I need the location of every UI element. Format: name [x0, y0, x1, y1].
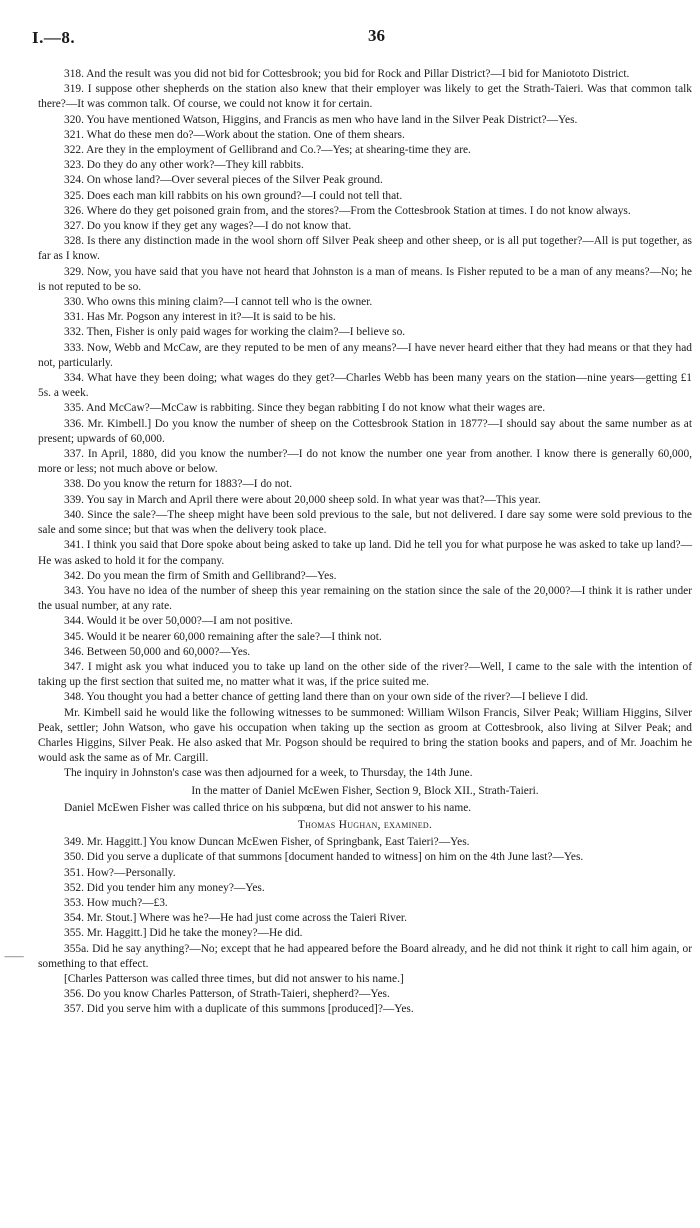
- paragraph: 340. Since the sale?—The sheep might have been sold previous to the sale, but not delivered. I dare say some were sold previous to the sale and some since; but that was when the delivery took place.: [38, 508, 692, 537]
- paragraph: 330. Who owns this mining claim?—I cannot tell who is the owner.: [64, 296, 373, 309]
- paragraph: 355. Mr. Haggitt.] Did he take the money?—He did.: [64, 927, 303, 940]
- paragraph: 326. Where do they get poisoned grain from, and the stores?—From the Cottesbrook Station at times. I do not know always.: [64, 204, 631, 217]
- paragraph: 337. In April, 1880, did you know the number?—I do not know the number one year from another. I know there is generally 60,000, more or less; not much above or below.: [38, 448, 692, 476]
- document-body: [38, 67, 692, 1018]
- paragraph: 342. Do you mean the firm of Smith and Gellibrand?—Yes.: [64, 569, 337, 582]
- matter-heading: In the matter of Daniel McEwen Fisher, Section 9, Block XII., Strath-Taieri.: [191, 784, 539, 797]
- paragraph: 319. I suppose other shepherds on the station also knew that their employer was likely to get the Strath-Taieri. Was that common talk there?—It was common talk. Of course, we could not know it for certain.: [38, 83, 692, 111]
- paragraph: 344. Would it be over 50,000?—I am not positive.: [64, 615, 293, 628]
- paragraph: 355a. Did he say anything?—No; except that he had appeared before the Board already, and he did not think it right to call him again, or something to that effect.: [38, 942, 692, 970]
- paragraph: 353. How much?—£3.: [64, 896, 168, 909]
- paragraph: 351. How?—Personally.: [64, 866, 176, 879]
- paragraph: 350. Did you serve a duplicate of that summons [document handed to witness] on him on the 4th June last?—Yes.: [64, 851, 584, 864]
- paragraph: 345. Would it be nearer 60,000 remaining after the sale?—I think not.: [64, 630, 382, 643]
- paragraph: 321. What do these men do?—Work about the station. One of them shears.: [64, 128, 405, 141]
- paragraph: 328. Is there any distinction made in the wool shorn off Silver Peak sheep and other sheep, or is all put together?—All is put together, as far as I know.: [38, 235, 692, 263]
- paragraph: 332. Then, Fisher is only paid wages for working the claim?—I believe so.: [64, 326, 406, 339]
- witness-heading: Thomas Hughan, examined.: [297, 818, 433, 831]
- paragraph: 357. Did you serve him with a duplicate of this summons [produced]?—Yes.: [64, 1003, 414, 1016]
- page-number: 36: [368, 26, 385, 45]
- paragraph: 347. I might ask you what induced you to take up land on the other side of the river?—Well, I came to the sale with the intention of taking up the first section that suited me, no matter what it was, if the price suited me.: [38, 660, 692, 689]
- paragraph: 335. And McCaw?—McCaw is rabbiting. Since they began rabbiting I do not know what their wages are.: [64, 402, 546, 415]
- paragraph: 331. Has Mr. Pogson any interest in it?—It is said to be his.: [64, 311, 336, 324]
- paragraph: 338. Do you know the return for 1883?—I do not.: [64, 478, 293, 491]
- paragraph: 341. I think you said that Dore spoke about being asked to take up land. Did he tell you for what purpose he was asked to take up land?—He was asked to hold it for the company.: [38, 539, 692, 567]
- margin-mark-icon: ⸺: [4, 949, 25, 963]
- paragraph: 322. Are they in the employment of Gellibrand and Co.?—Yes; at shearing-time they are.: [64, 144, 471, 157]
- paragraph: 327. Do you know if they get any wages?—I do not know that.: [64, 220, 352, 233]
- document-reference: I.—8.: [32, 28, 76, 47]
- paragraph: The inquiry in Johnston's case was then adjourned for a week, to Thursday, the 14th June.: [64, 767, 473, 780]
- paragraph: 348. You thought you had a better chance of getting land there than on your own side of the river?—I believe I did.: [64, 691, 589, 704]
- paragraph: 354. Mr. Stout.] Where was he?—He had just come across the Taieri River.: [64, 912, 407, 925]
- paragraph: 346. Between 50,000 and 60,000?—Yes.: [64, 645, 251, 658]
- paragraph: 349. Mr. Haggitt.] You know Duncan McEwen Fisher, of Springbank, East Taieri?—Yes.: [64, 836, 470, 849]
- paragraph: 333. Now, Webb and McCaw, are they reputed to be men of any means?—I have never heard either that they had means or that they had not, particularly.: [38, 341, 692, 369]
- paragraph: 356. Do you know Charles Patterson, of Strath-Taieri, shepherd?—Yes.: [64, 988, 390, 1001]
- paragraph: 352. Did you tender him any money?—Yes.: [64, 881, 265, 894]
- paragraph: 336. Mr. Kimbell.] Do you know the number of sheep on the Cottesbrook Station in 1877?—I should say about the same number as at present; upwards of 60,000.: [38, 417, 692, 445]
- paragraph: 320. You have mentioned Watson, Higgins, and Francis as men who have land in the Silver Peak District?—Yes.: [64, 113, 578, 126]
- paragraph: 334. What have they been doing; what wages do they get?—Charles Webb has been many years on the station—nine years—getting £1 5s. a week.: [38, 372, 692, 400]
- paragraph: 343. You have no idea of the number of sheep this year remaining on the station since the sale of the 20,000?—I think it is rather under the usual number, at any rate.: [38, 584, 692, 613]
- paragraph: 325. Does each man kill rabbits on his own ground?—I could not tell that.: [64, 189, 403, 202]
- matter-note: Daniel McEwen Fisher was called thrice on his subpœna, but did not answer to his name.: [64, 801, 472, 814]
- paragraph: 339. You say in March and April there were about 20,000 sheep sold. In what year was that?—This year.: [64, 493, 541, 506]
- paragraph: 324. On whose land?—Over several pieces of the Silver Peak ground.: [64, 174, 383, 187]
- paragraph: 323. Do they do any other work?—They kill rabbits.: [64, 159, 304, 172]
- paragraph: 318. And the result was you did not bid for Cottesbrook; you bid for Rock and Pillar District?—I bid for Maniototo District.: [64, 68, 630, 80]
- paragraph: [Charles Patterson was called three times, but did not answer to his name.]: [64, 972, 404, 985]
- page-header: [30, 26, 670, 54]
- paragraph: 329. Now, you have said that you have not heard that Johnston is a man of means. Is Fisher reputed to be a man of any means?—No; he is not reputed to be so.: [38, 265, 692, 293]
- paragraph: Mr. Kimbell said he would like the following witnesses to be summoned: William Wilson Francis, Silver Peak; William Higgins, Silver Peak, settler; John Watson, who gave his occupation when taking up the section as groom at Cottesbrook, also living at Silver Peak; and Charles Higgins, Silver Peak. He also asked that Mr. Pogson should be required to bring the station books and papers, and of Mr. Joachim he would ask the same as of Mr. Cargill.: [38, 706, 692, 765]
